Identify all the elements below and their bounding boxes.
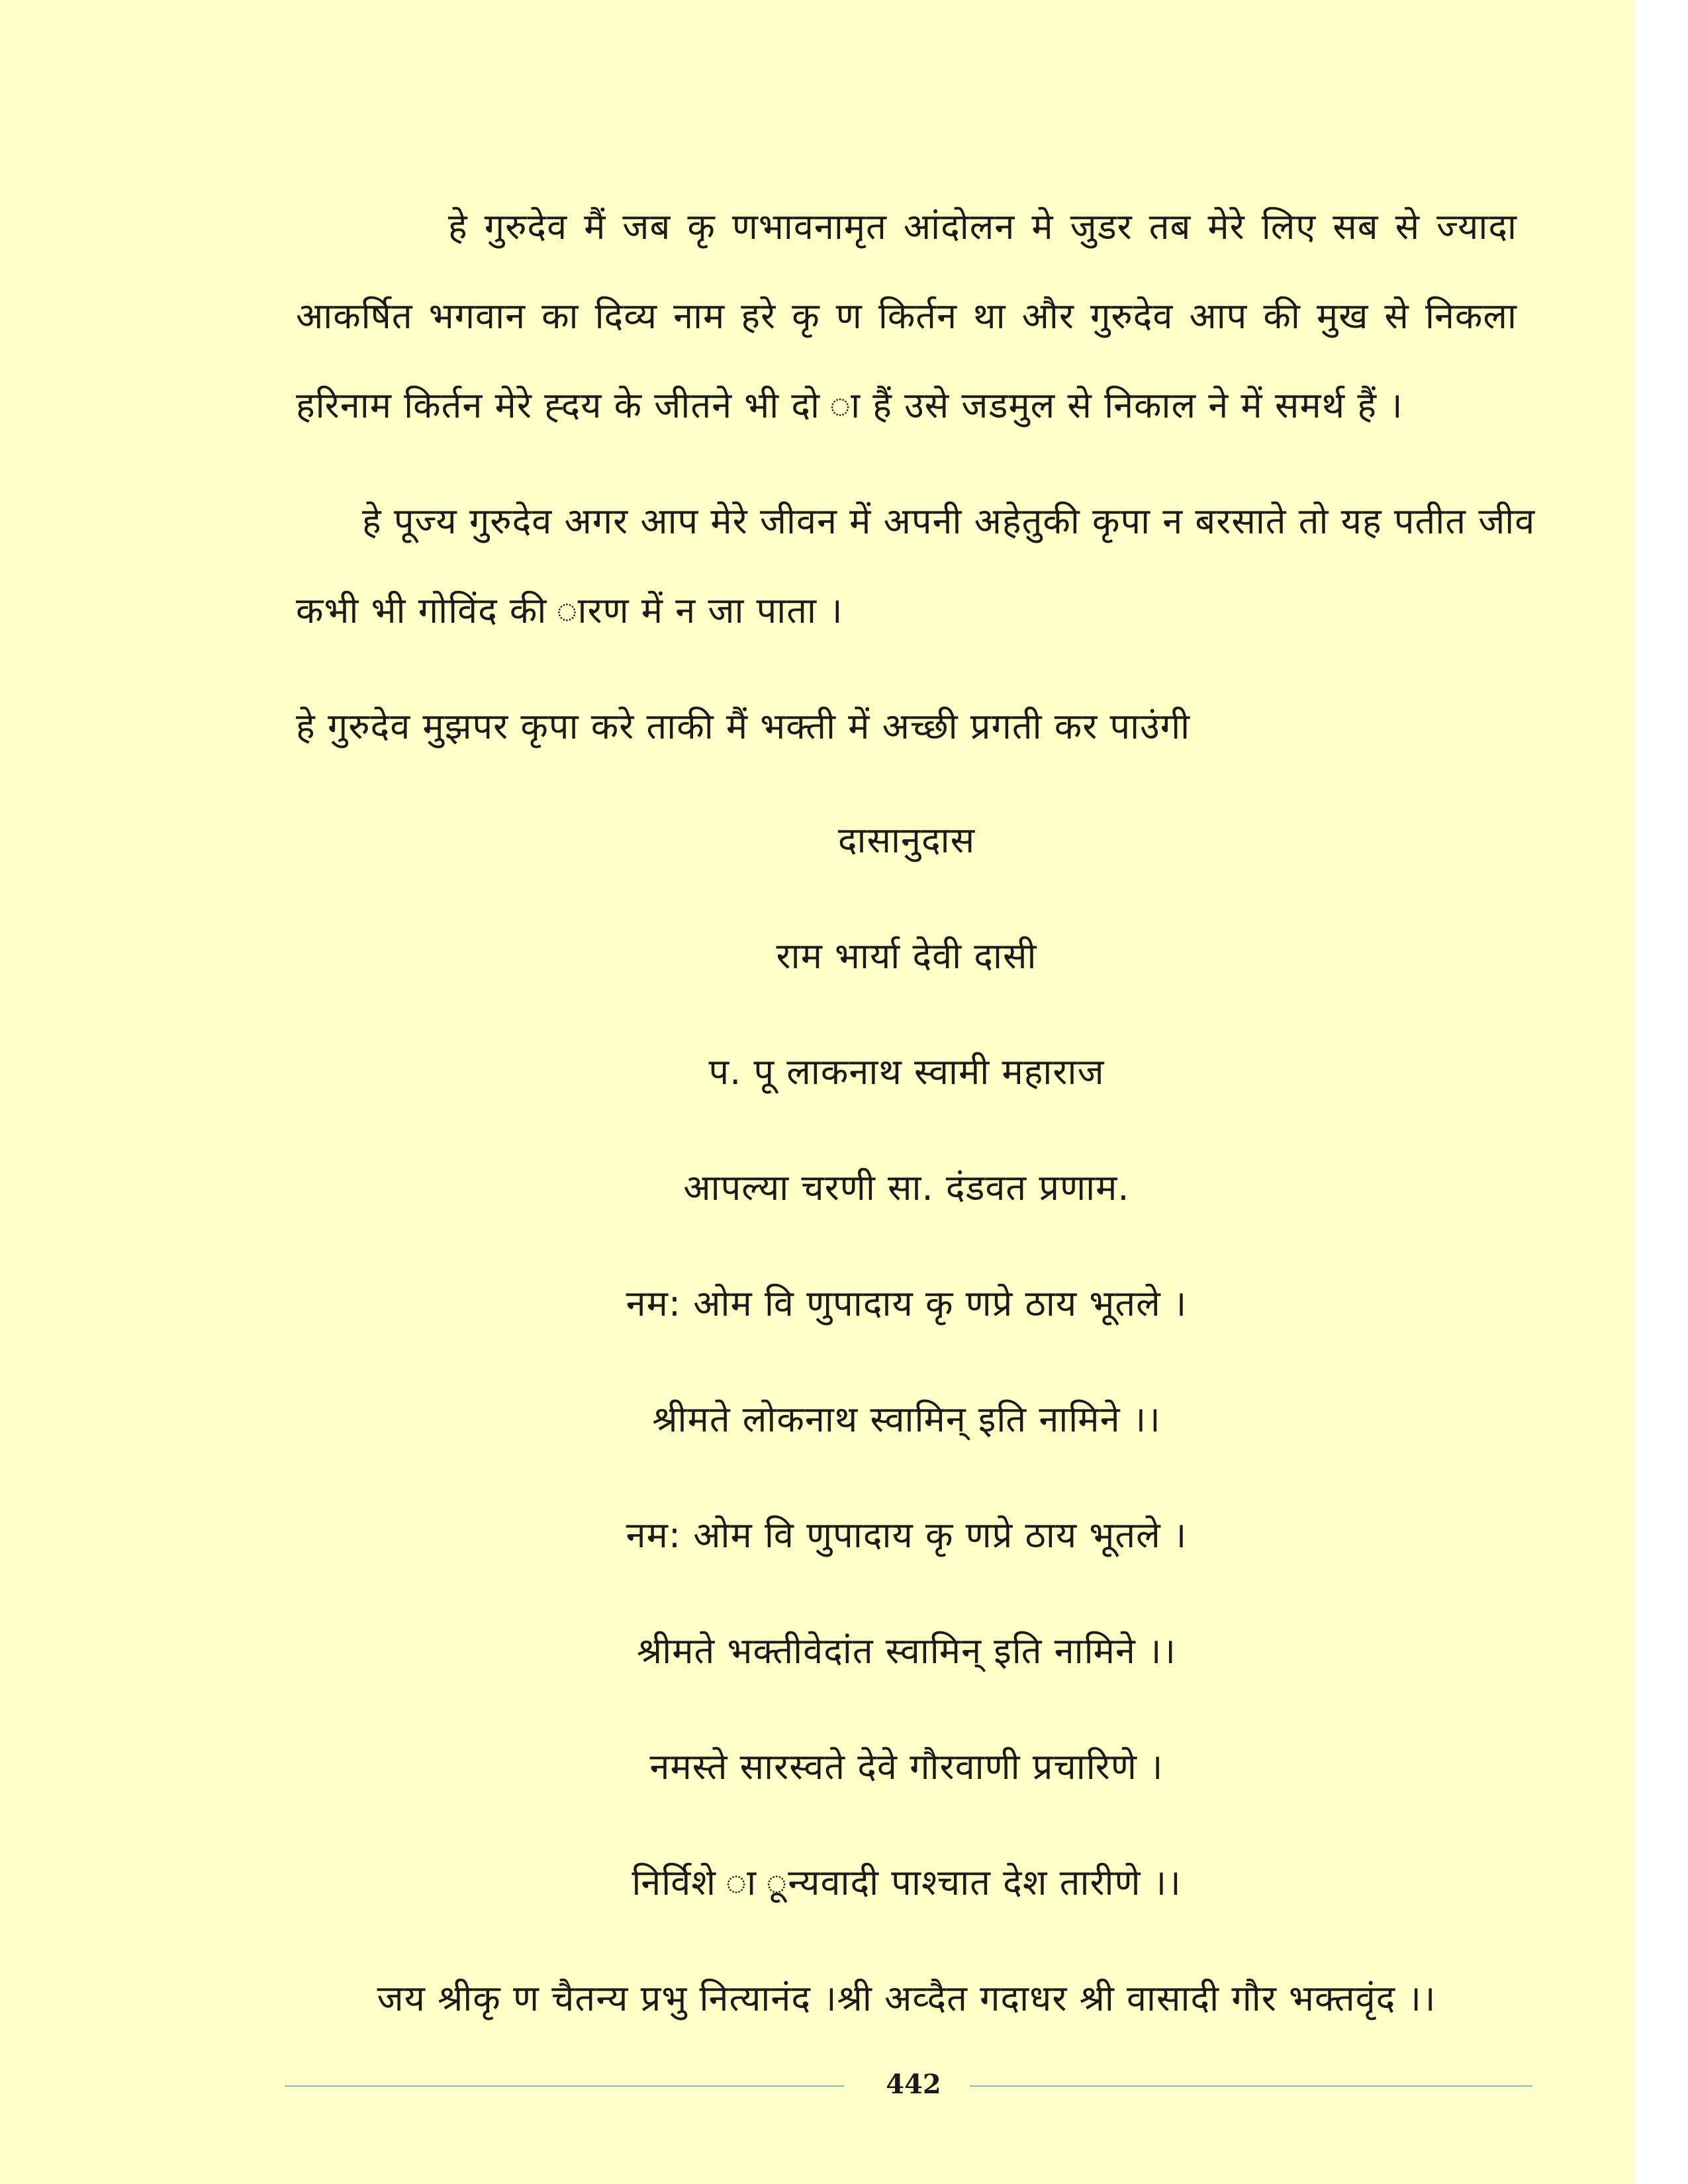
addressee-line: प. पू लाकनाथ स्वामी महाराज bbox=[708, 1051, 1105, 1093]
prayer-line-7: जय श्रीकृ ण चैतन्य प्रभु नित्यानंद ।श्री अव्दैत गदाधर श्री वासादी गौर भक्तवृंद ।। bbox=[377, 1978, 1436, 2019]
paragraph-3-line-1: हे गुरुदेव मुझपर कृपा करे ताकी मैं भक्ती में अच्छी प्रगती कर पाउंगी bbox=[296, 705, 1191, 747]
paragraph-2-line-1: हे पूज्य गुरुदेव अगर आप मेरे जीवन में अपनी अहेतुकी कृपा न बरसाते तो यह पतीत जीव bbox=[362, 500, 1536, 542]
footer-rule-left bbox=[285, 2085, 844, 2087]
prayer-line-5: नमस्ते सारस्वते देवे गौरवाणी प्रचारिणे । bbox=[649, 1746, 1164, 1788]
paragraph-1-line-3: हरिनाम किर्तन मेरे ह्दय के जीतने भी दो ा हैं उसे जडमुल से निकाल ने में समर्थ हैं । bbox=[296, 385, 1403, 426]
signature-closing: दासानुदास bbox=[837, 819, 976, 861]
paragraph-1-line-2: आकर्षित भगवान का दिव्य नाम हरे कृ ण किर्तन था और गुरुदेव आप की मुख से निकला bbox=[296, 295, 1517, 337]
paragraph-1 bbox=[296, 182, 1517, 450]
footer-rule-right bbox=[970, 2085, 1532, 2087]
paragraph-2-line-2: कभी भी गोविंद की ारण में न जा पाता । bbox=[296, 590, 843, 631]
prayer-line-3: नम: ओम वि णुपादाय कृ णप्रे ठाय भूतले । bbox=[626, 1514, 1188, 1556]
page-number: 442 bbox=[886, 2069, 941, 2100]
paragraph-2 bbox=[296, 477, 1536, 655]
prayer-line-4: श्रीमते भक्तीवेदांत स्वामिन् इति नामिने ।। bbox=[637, 1630, 1176, 1672]
prayer-line-6: निर्विशे ा ून्यवादी पाश्चात देश तारीणे ।। bbox=[632, 1862, 1182, 1903]
prayer-line-2: श्रीमते लोकनाथ स्वामिन् इति नामिने ।। bbox=[652, 1398, 1161, 1440]
greeting-line: आपल्या चरणी सा. दंडवत प्रणाम. bbox=[683, 1167, 1130, 1208]
paragraph-3 bbox=[296, 682, 1517, 771]
prayer-line-1: नम: ओम वि णुपादाय कृ णप्रे ठाय भूतले । bbox=[626, 1283, 1188, 1324]
signature-name: राम भार्या देवी दासी bbox=[776, 935, 1037, 977]
paragraph-1-line-1: हे गुरुदेव मैं जब कृ णभावनामृत आंदोलन मे जुडर तब मेरे लिए सब से ज्यादा bbox=[448, 206, 1517, 248]
